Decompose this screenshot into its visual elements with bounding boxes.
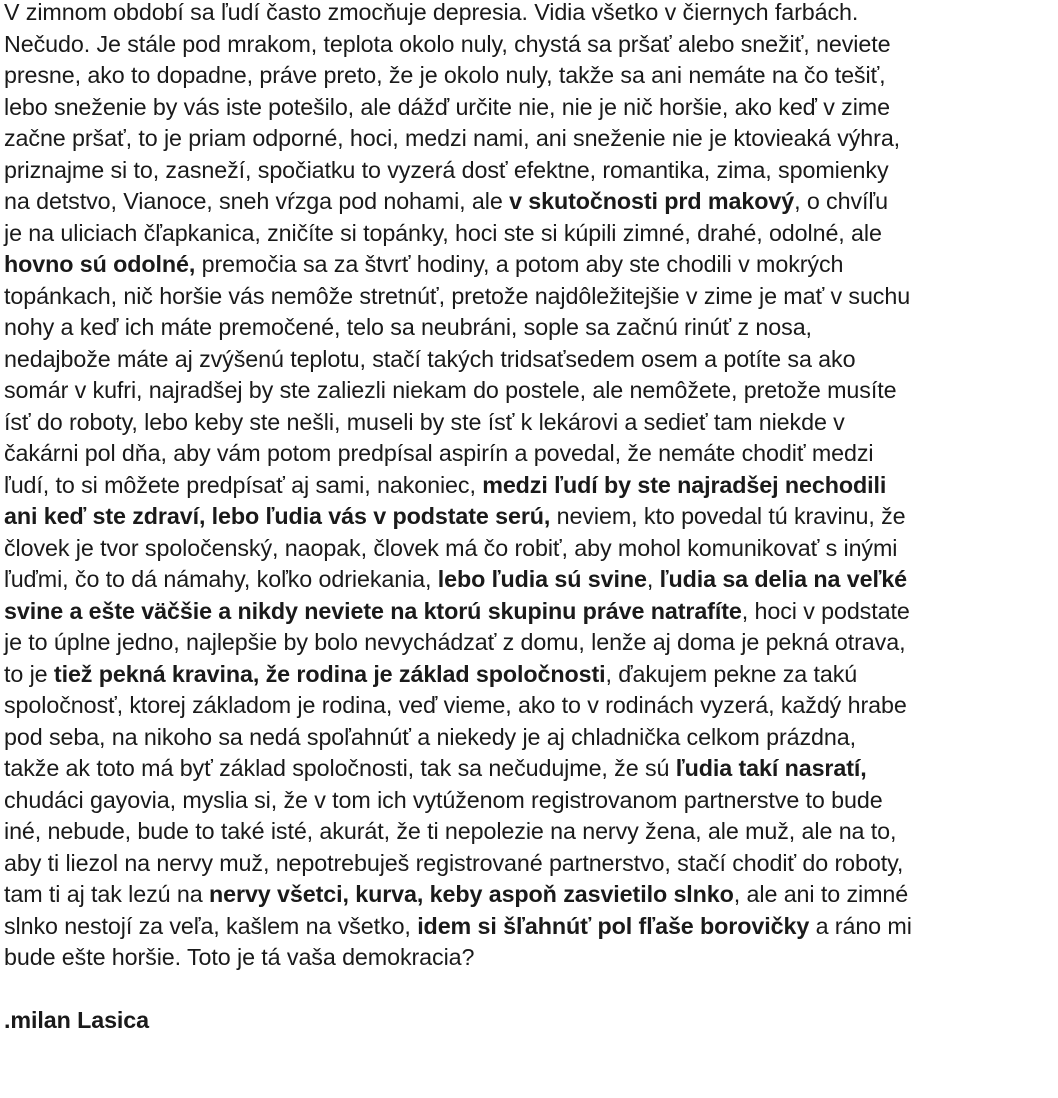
text-line	[4, 911, 1054, 943]
text-segment: pod seba, na nikoho sa nedá spoľahnúť a niekedy je aj chladnička celkom prázdna,	[4, 723, 856, 750]
text-segment: neviem, kto povedal tú kravinu, že	[550, 503, 906, 529]
text-line	[4, 0, 1054, 29]
bold-text-segment: ľudia takí nasratí,	[675, 755, 867, 781]
text-line	[4, 533, 1054, 565]
text-line	[4, 596, 1054, 628]
text-line	[4, 155, 1054, 187]
text-segment: ísť do roboty, lebo keby ste nešli, museli by ste ísť k lekárovi a sedieť tam niekde v	[4, 408, 845, 435]
text-line	[4, 407, 1054, 439]
text-line	[4, 123, 1054, 155]
text-segment: človek je tvor spoločenský, naopak, človek má čo robiť, aby mohol komunikovať s inými	[4, 534, 898, 561]
text-segment: somár v kufri, najradšej by ste zaliezli niekam do postele, ale nemôžete, pretože musíte	[4, 377, 897, 403]
bold-text-segment: hovno sú odolné,	[4, 251, 196, 277]
text-line	[4, 690, 1054, 722]
text-line	[4, 879, 1054, 911]
text-segment: je na uliciach čľapkanica, zničíte si topánky, hoci ste si kúpili zimné, drahé, odolné, ale	[4, 219, 882, 246]
text-segment: , o chvíľu	[794, 188, 888, 214]
text-line	[4, 942, 1054, 974]
text-segment: priznajme si to, zasneží, spočiatku to vyzerá dosť efektne, romantika, zima, spomienky	[4, 156, 889, 183]
text-line	[4, 659, 1054, 691]
text-line	[4, 438, 1054, 470]
text-segment: V zimnom období sa ľudí často zmocňuje depresia. Vidia všetko v čiernych farbách.	[4, 0, 859, 25]
text-segment: a ráno mi	[809, 912, 912, 939]
text-segment: nohy a keď ich máte premočené, telo sa neubráni, sople sa začnú rinúť z nosa,	[4, 314, 812, 340]
text-segment: je to úplne jedno, najlepšie by bolo nevychádzať z domu, lenže aj doma je pekná otrava,	[4, 629, 906, 655]
text-line	[4, 312, 1054, 344]
author-signature: .milan Lasica	[4, 1007, 150, 1033]
text-segment: Nečudo. Je stále pod mrakom, teplota okolo nuly, chystá sa pršať alebo snežiť, neviete	[4, 30, 891, 57]
text-line	[4, 375, 1054, 407]
text-segment: lebo sneženie by vás iste potešilo, ale dážď určite nie, nie je nič horšie, ako keď v zime	[4, 93, 890, 120]
text-line	[4, 722, 1054, 754]
text-segment: nedajbože máte aj zvýšenú teplotu, stačí takých tridsaťsedem osem a potíte sa ako	[4, 345, 856, 372]
text-line	[4, 60, 1054, 92]
text-segment: premočia sa za štvrť hodiny, a potom aby ste chodili v mokrých	[195, 251, 844, 277]
text-line	[4, 470, 1054, 502]
bold-text-segment: tiež pekná kravina, že rodina je základ spoločnosti	[53, 660, 606, 687]
text-line	[4, 501, 1054, 533]
text-segment: aby ti liezol na nervy muž, nepotrebuješ registrované partnerstvo, stačí chodiť do roboty,	[4, 849, 904, 876]
text-segment: spoločnosť, ktorej základom je rodina, veď vieme, ako to v rodinách vyzerá, každý hrabe	[4, 692, 907, 718]
article-body	[4, 0, 1054, 974]
text-segment: ľudí, to si môžete predpísať aj sami, nakoniec,	[4, 471, 483, 498]
text-line	[4, 564, 1054, 596]
text-line	[4, 753, 1054, 785]
text-segment: , ale ani to zimné	[733, 881, 909, 907]
text-segment: takže ak toto má byť základ spoločnosti, tak sa nečudujme, že sú	[4, 755, 676, 781]
text-line	[4, 344, 1054, 376]
text-segment: začne pršať, to je priam odporné, hoci, medzi nami, ani sneženie nie je ktovieaká výhra,	[4, 125, 901, 151]
text-line	[4, 785, 1054, 817]
article-page	[4, 0, 1054, 1037]
bold-text-segment: v skutočnosti prd makový	[509, 188, 795, 214]
text-segment: na detstvo, Vianoce, sneh vŕzga pod nohami, ale	[4, 188, 510, 214]
text-segment: čakárni pol dňa, aby vám potom predpísal aspirín a povedal, že nemáte chodiť medzi	[4, 440, 874, 466]
text-segment: iné, nebude, bude to také isté, akurát, že ti nepolezie na nervy žena, ale muž, ale na to,	[4, 818, 897, 844]
text-line	[4, 249, 1054, 281]
text-segment: slnko nestojí za veľa, kašlem na všetko,	[4, 912, 418, 939]
text-segment: chudáci gayovia, myslia si, že v tom ich vytúženom registrovanom partnerstve to bude	[4, 786, 883, 813]
bold-text-segment: idem si šľahnúť pol fľaše borovičky	[417, 912, 810, 939]
bold-text-segment: ani keď ste zdraví, lebo ľudia vás v podstate serú,	[4, 503, 551, 529]
text-segment: tam ti aj tak lezú na	[4, 881, 209, 907]
text-segment: bude ešte horšie. Toto je tá vaša demokracia?	[4, 944, 475, 970]
text-segment: , ďakujem pekne za takú	[605, 660, 858, 687]
bold-text-segment: nervy všetci, kurva, keby aspoň zasvietilo slnko	[208, 881, 734, 907]
text-segment: topánkach, nič horšie vás nemôže stretnúť, pretože najdôležitejšie v zime je mať v suchu	[4, 282, 911, 309]
bold-text-segment: lebo ľudia sú svine	[437, 566, 647, 592]
text-line	[4, 281, 1054, 313]
text-line	[4, 29, 1054, 61]
text-segment: , hoci v podstate	[741, 597, 910, 624]
text-line	[4, 848, 1054, 880]
text-line	[4, 627, 1054, 659]
text-line	[4, 218, 1054, 250]
bold-text-segment: svine a ešte väčšie a nikdy neviete na ktorú skupinu práve natrafíte	[4, 597, 742, 624]
text-line	[4, 92, 1054, 124]
text-line	[4, 816, 1054, 848]
text-segment: ,	[646, 566, 660, 592]
text-segment: ľuďmi, čo to dá námahy, koľko odriekania,	[4, 566, 438, 592]
bold-text-segment: medzi ľudí by ste najradšej nechodili	[482, 471, 887, 498]
text-line	[4, 186, 1054, 218]
spacer	[4, 974, 1054, 1006]
bold-text-segment: ľudia sa delia na veľké	[659, 566, 908, 592]
text-segment: to je	[4, 660, 54, 687]
text-segment: presne, ako to dopadne, práve preto, že je okolo nuly, takže sa ani nemáte na čo tešiť,	[4, 62, 886, 88]
